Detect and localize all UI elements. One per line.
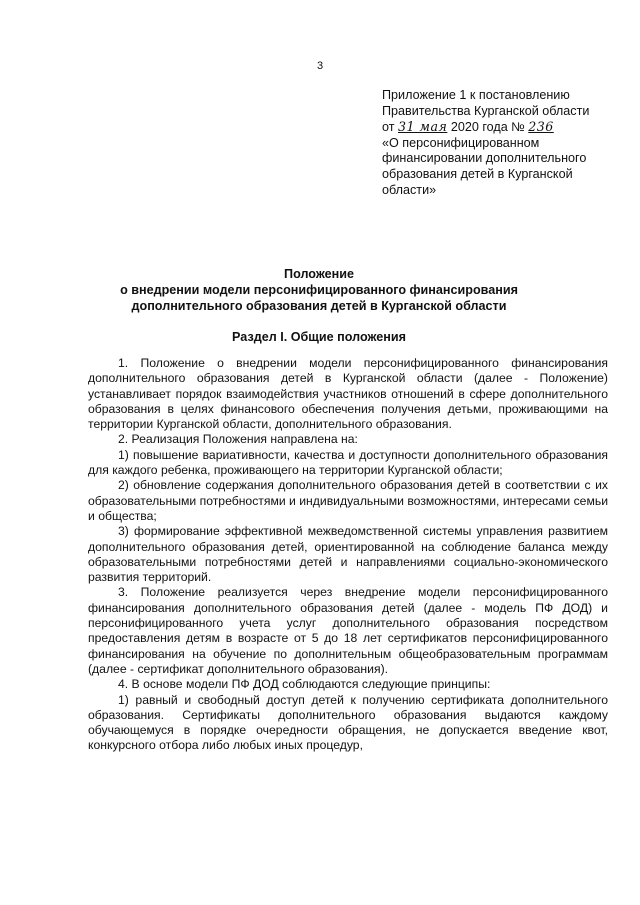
paragraph: 1. Положение о внедрении модели персонифицированного финансирования дополнительного образования детей в Курганской области (далее - Положение) устанавливает порядок взаимодействия участников отношений в сфере дополнительного образования в целях финансового обеспечения получения детьми, проживающими на территории Курганской области, дополнительного образования. [88,356,608,432]
title-line: дополнительного образования детей в Курганской области [131,299,507,313]
from-prefix: от [382,120,395,135]
appendix-line: образования детей в Курганской [382,166,573,181]
paragraph: 1) повышение вариативности, качества и доступности дополнительного образования для каждого ребенка, проживающего на территории Курганской области; [88,447,608,478]
title-line: о внедрении модели персонифицированного финансирования [120,283,518,297]
paragraph: 3. Положение реализуется через внедрение модели персонифицированного финансирования дополнительного образования детей (далее - модель ПФ ДОД) и персонифицированного учета услуг дополнительного образования посредством предоставления детям в возрасте от 5 до 18 лет сертификатов персонифицированного финансирования на обучение по дополнительным общеобразовательным программам (далее - сертификат дополнительного образования). [88,585,608,676]
paragraph: 4. В основе модели ПФ ДОД соблюдаются следующие принципы: [118,677,491,692]
appendix-date-line [382,119,622,136]
page-number: 3 [316,60,324,72]
section-heading: Раздел I. Общие положения [232,330,406,344]
appendix-block [382,88,622,198]
paragraph: 3) формирование эффективной межведомственной системы управления развитием дополнительного образования детей, ориентированной на соблюдение баланса между образовательными потребностями детей и направлениями социально-экономического развития территорий. [88,524,608,585]
body-text [88,356,608,754]
appendix-line: Правительства Курганской области [382,103,590,118]
document-title [64,266,574,314]
year-text: 2020 года № [450,120,525,135]
appendix-line: Приложение 1 к постановлению [382,88,570,102]
appendix-line: области» [382,182,437,197]
title-heading: Положение [284,267,354,281]
paragraph: 2. Реализация Положения направлена на: [118,432,358,447]
appendix-line: «О персонифицированном [382,135,540,150]
paragraph: 1) равный и свободный доступ детей к получению сертификата дополнительного образования. Сертификаты дополнительного образования выдаются каждому обучающемуся в порядке очередности обращения, не допускается введение квот, конкурсного отбора либо любых иных процедур, [88,692,608,753]
handwritten-date: 31 мая [398,119,448,135]
appendix-line: финансировании дополнительного [382,151,587,166]
paragraph: 2) обновление содержания дополнительного образования детей в соответствии с их образовательными потребностями и индивидуальными возможностями, интересами семьи и общества; [88,478,609,523]
handwritten-doc-number: 236 [528,119,554,135]
